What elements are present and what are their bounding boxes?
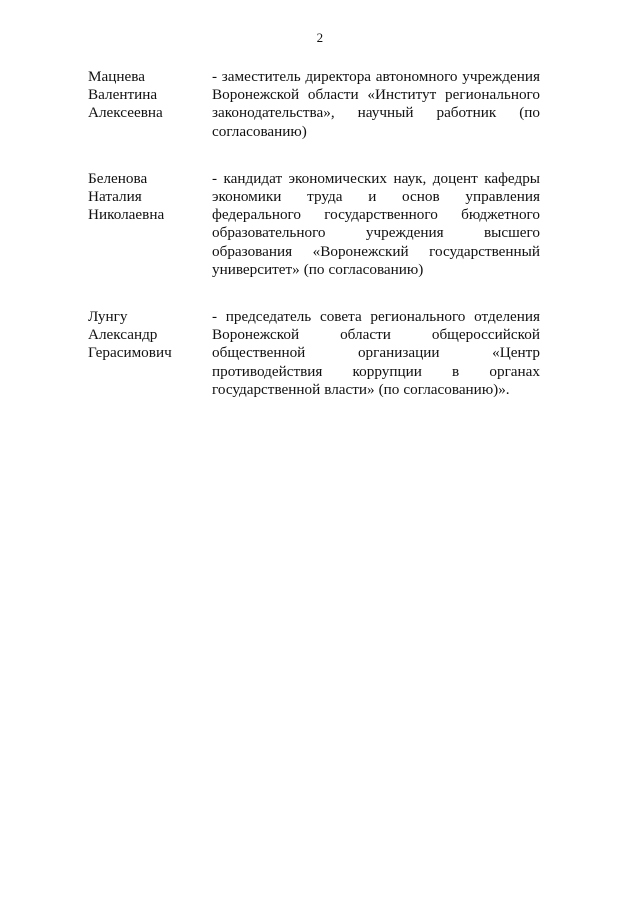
member-name — [88, 68, 212, 141]
member-patronymic: Герасимович — [88, 344, 172, 362]
page-number: 2 — [316, 30, 324, 45]
member-entry — [88, 170, 540, 279]
member-first-name: Наталия — [88, 188, 142, 206]
member-name — [88, 170, 212, 279]
member-name — [88, 308, 212, 399]
member-first-name: Александр — [88, 326, 158, 344]
member-surname: Беленова — [88, 169, 148, 187]
member-surname: Лунгу — [88, 308, 128, 326]
member-surname: Мацнева — [88, 68, 145, 85]
member-patronymic: Николаевна — [88, 206, 165, 224]
member-entry — [88, 68, 540, 141]
member-description: - председатель совета регионального отделения Воронежской области общероссийской общественной организации «Центр противодействия коррупции в органах государственной власти» (по согласованию)». — [212, 308, 540, 398]
member-patronymic: Алексеевна — [88, 104, 163, 122]
member-description: - заместитель директора автономного учреждения Воронежской области «Институт регионального законодательства», научный работник (по согласованию) — [212, 68, 540, 140]
member-first-name: Валентина — [88, 86, 158, 104]
member-entry — [88, 308, 540, 399]
member-description: - кандидат экономических наук, доцент кафедры экономики труда и основ управления федерального государственного бюджетного образовательного учреждения высшего образования «Воронежский государственный университет» (по согласованию) — [212, 169, 540, 278]
member-list — [88, 68, 540, 428]
